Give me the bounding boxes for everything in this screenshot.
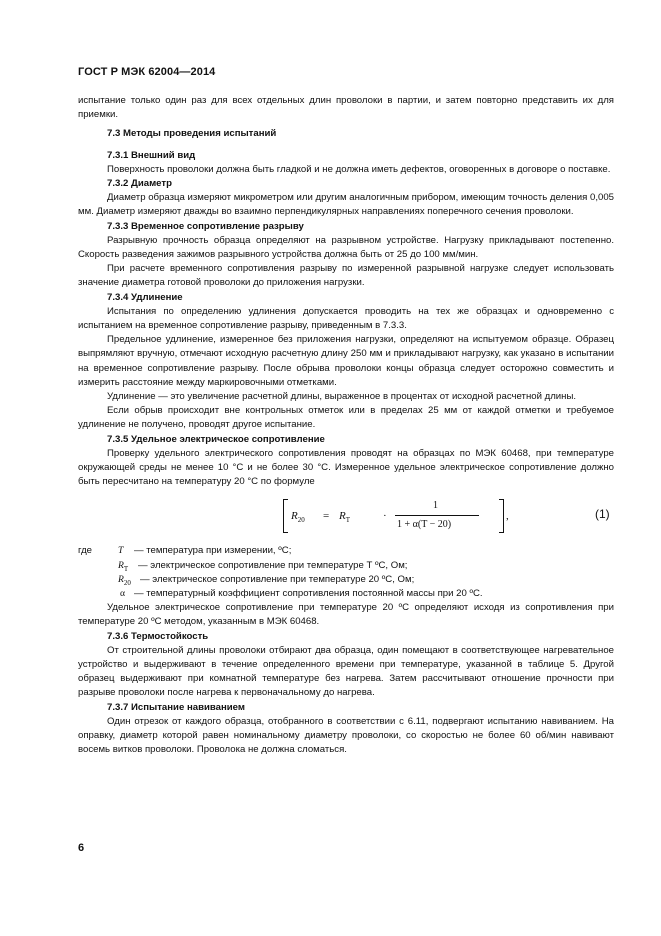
where-item [78, 544, 614, 558]
fraction-line [395, 515, 479, 516]
formula-dot: · [383, 510, 387, 523]
formula [78, 493, 614, 541]
where-text: — температура при измерении, ºC; [134, 545, 292, 557]
paragraph: Проверку удельного электрического сопротивления проводят на образцах по МЭК 60468, при температуре окружающей среды не менее 10 °C и не более 30 °C. Измеренное удельное электрическое сопротивление должно быть пересчитано на температуру 20 °C по формуле [78, 447, 614, 488]
where-list [78, 544, 614, 601]
paragraph: Удлинение — это увеличение расчетной длины, выраженное в процентах от исходной расчетной длины. [107, 391, 577, 403]
paragraph: При расчете временного сопротивления разрыву по измеренной разрывной нагрузке следует использовать значение диаметра готовой проволоки до приложения нагрузки. [78, 263, 614, 289]
subsection-heading: 7.3.2 Диаметр [107, 178, 172, 190]
paragraph: Поверхность проволоки должна быть гладкой и не должна иметь дефектов, оговоренных в договоре о поставке. [107, 163, 611, 175]
paragraph: Предельное удлинение, измеренное без приложения нагрузки, определяют на испытуемом образце. Образец выпрямляют вручную, отмечают исходную расчетную длину 250 мм и прикладывают нагрузку, как указано в испытании на временное сопротивление разрыву. После обрыва проволоки концы образца следует осторожно совместить и измерить расстояние между маркировочными отметками. [78, 334, 614, 388]
where-symbol: α [120, 588, 126, 600]
formula-equals: = [323, 510, 330, 523]
left-bracket [283, 499, 288, 533]
paragraph: испытание только один раз для всех отдельных длин проволоки в партии, и затем повторно представить их для приемки. [78, 95, 614, 121]
paragraph: Если обрыв происходит вне контрольных отметок или в пределах 25 мм от каждой отметки и требуемое удлинение не получено, проводят другое испытание. [78, 405, 614, 431]
where-text: — электрическое сопротивление при температуре Т ºC, Ом; [138, 559, 408, 571]
formula-rt: $R_T$ [339, 510, 351, 525]
page-number: 6 [78, 842, 85, 854]
paragraph: От строительной длины проволоки отбирают два образца, один помещают в соответствующее нагревательное устройство и выдерживают в течение определенного времени при температуре, указанной в таблице 5. Другой образец выдерживают при комнатной температуре без нагрева. Затем рассчитывают отношение прочности при разрыве проволоки после нагрева к первоначальному до нагрева. [78, 644, 614, 699]
where-symbol: T [118, 545, 124, 557]
subsection-heading: 7.3.4 Удлинение [107, 291, 183, 303]
formula-number: (1) [595, 507, 610, 522]
where-symbol: $R_{20}$ [118, 573, 131, 587]
formula-numerator: 1 [433, 500, 438, 512]
formula-r20: $R_{20}$ [291, 510, 305, 525]
where-label: где [78, 545, 93, 557]
section-heading: 7.3 Методы проведения испытаний [107, 128, 277, 140]
where-text: — температурный коэффициент сопротивления постоянной массы при 20 ºC. [134, 588, 483, 600]
where-text: — электрическое сопротивление при температуре 20 ºC, Ом; [140, 573, 415, 585]
subsection-heading: 7.3.7 Испытание навиванием [107, 701, 245, 713]
subsection-heading: 7.3.1 Внешний вид [107, 149, 196, 161]
paragraph: Испытания по определению удлинения допускается проводить на тех же образцах и одновременно с испытанием на временное сопротивление разрыву, приведенным в 7.3.3. [78, 305, 614, 332]
subsection-heading: 7.3.3 Временное сопротивление разрыву [107, 220, 304, 232]
document-body [78, 94, 614, 757]
formula-denominator: 1 + α(T − 20) [397, 519, 452, 531]
document-header: ГОСТ Р МЭК 62004—2014 [78, 66, 216, 78]
subsection-heading: 7.3.6 Термостойкость [107, 630, 209, 642]
subsection-heading: 7.3.5 Удельное электрическое сопротивление [107, 433, 325, 445]
where-symbol: $R_T$ [118, 559, 129, 573]
paragraph: Один отрезок от каждого образца, отобранного в соответствии с 6.11, подвергают испытанию навиванием. На оправку, диаметр которой равен номинальному диаметру проволоки, со скоростью не более 60 об/мин навивают восемь витков проволоки. Проволока не должна сломаться. [78, 715, 614, 756]
paragraph: Удельное электрическое сопротивление при температуре 20 ºC определяют исходя из сопротивления при температуре 20 ºC методом, указанным в МЭК 60468. [78, 602, 614, 628]
where-item [78, 587, 614, 601]
formula-comma: , [506, 510, 509, 523]
paragraph: Разрывную прочность образца определяют на разрывном устройстве. Нагрузку прикладывают постепенно. Скорость разведения зажимов разрывного устройства должна быть от 25 до 100 мм/мин. [78, 234, 614, 261]
where-item [78, 573, 614, 587]
where-item [78, 559, 614, 573]
right-bracket [499, 499, 504, 533]
paragraph: Диаметр образца измеряют микрометром или другим аналогичным прибором, имеющим точность деления 0,005 мм. Диаметр измеряют дважды во взаимно перпендикулярных направлениях поперечного сечения проволоки. [78, 192, 614, 218]
